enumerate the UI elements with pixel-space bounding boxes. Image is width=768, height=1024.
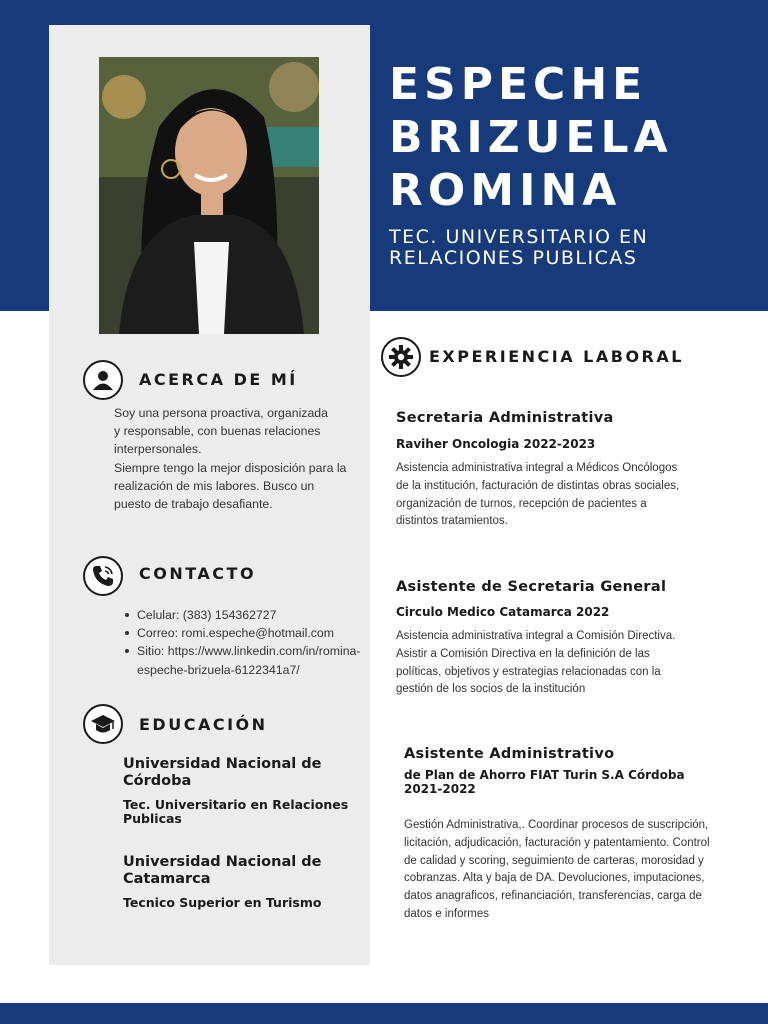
job-description [404,817,749,924]
contact-email[interactable]: Correo: romi.espeche@hotmail.com [137,624,362,642]
job-description [396,460,736,531]
desc-line: políticas, objetivos y estrategias relacionadas con la [396,665,661,678]
job-description [396,628,736,699]
contact-heading: CONTACTO [139,564,257,583]
title-line: TEC. UNIVERSITARIO EN [389,226,649,248]
desc-line: licitación, adjudicación, facturación y patentamiento. Control [404,836,710,849]
about-line: y responsable, con buenas relaciones [114,424,321,439]
footer-band [0,1003,768,1024]
education-degree: Tec. Universitario en Relaciones Publicas [123,797,349,826]
phone-icon [83,556,123,596]
experience-heading: EXPERIENCIA LABORAL [429,347,684,366]
user-icon [83,360,123,400]
education-heading: EDUCACIÓN [139,715,268,734]
education-institution: Universidad Nacional de Córdoba [123,756,322,789]
professional-title [389,227,759,269]
desc-line: distintos tratamientos. [396,515,508,528]
gear-icon [381,337,421,377]
contact-phone: Celular: (383) 154362727 [137,606,362,624]
title-line: RELACIONES PUBLICAS [389,247,638,269]
desc-line: Gestión Administrativa,. Coordinar procesos de suscripción, [404,819,709,831]
about-heading: ACERCA DE MÍ [139,370,298,389]
name-line: BRIZUELA [389,112,673,163]
about-line: puesto de trabajo desafiante. [114,497,273,512]
desc-line: cobranzas. Alta y baja de DA. Devoluciones, imputaciones, [404,872,705,885]
full-name [389,58,759,217]
contact-list [137,606,362,679]
education-degree: Tecnico Superior en Turismo [123,895,322,910]
profile-photo [99,57,319,334]
job-title: Secretaria Administrativa [396,410,614,426]
education-institution: Universidad Nacional de Catamarca [123,854,322,887]
desc-line: de la institución, facturación de distintas obras sociales, [396,479,680,492]
desc-line: datos anagraficos, refinanciación, transferencias, carga de [404,890,702,903]
about-text [114,404,364,513]
about-line: realización de mis labores. Busco un [114,478,315,493]
about-line: Soy una persona proactiva, organizada [114,406,328,420]
desc-line: Asistencia administrativa integral a Médicos Oncólogos [396,462,678,474]
desc-line: Asistencia administrativa integral a Comisión Directiva. [396,630,676,642]
job-title: Asistente de Secretaria General [396,579,667,595]
desc-line: organización de turnos, recepción de pacientes a [396,497,647,510]
name-line: ESPECHE [389,59,648,110]
job-org: Raviher Oncologia 2022-2023 [396,437,596,451]
about-line: Siempre tengo la mejor disposición para la [114,460,347,475]
contact-website[interactable]: Sitio: https://www.linkedin.com/in/romina-espeche-brizuela-6122341a7/ [137,642,362,678]
desc-line: de calidad y scoring, seguimiento de carteras, morosidad y [404,854,704,867]
name-line: ROMINA [389,165,622,216]
job-org: Circulo Medico Catamarca 2022 [396,605,610,619]
desc-line: Asistir a Comisión Directiva en la definición de las [396,647,650,660]
desc-line: datos e informes [404,907,490,920]
about-line: interpersonales. [114,442,202,457]
job-title: Asistente Administrativo [404,746,615,762]
job-org: de Plan de Ahorro FIAT Turin S.A Córdoba 2021-2022 [404,768,685,796]
desc-line: gestión de los socios de la institución [396,683,586,696]
graduation-cap-icon [83,704,123,744]
